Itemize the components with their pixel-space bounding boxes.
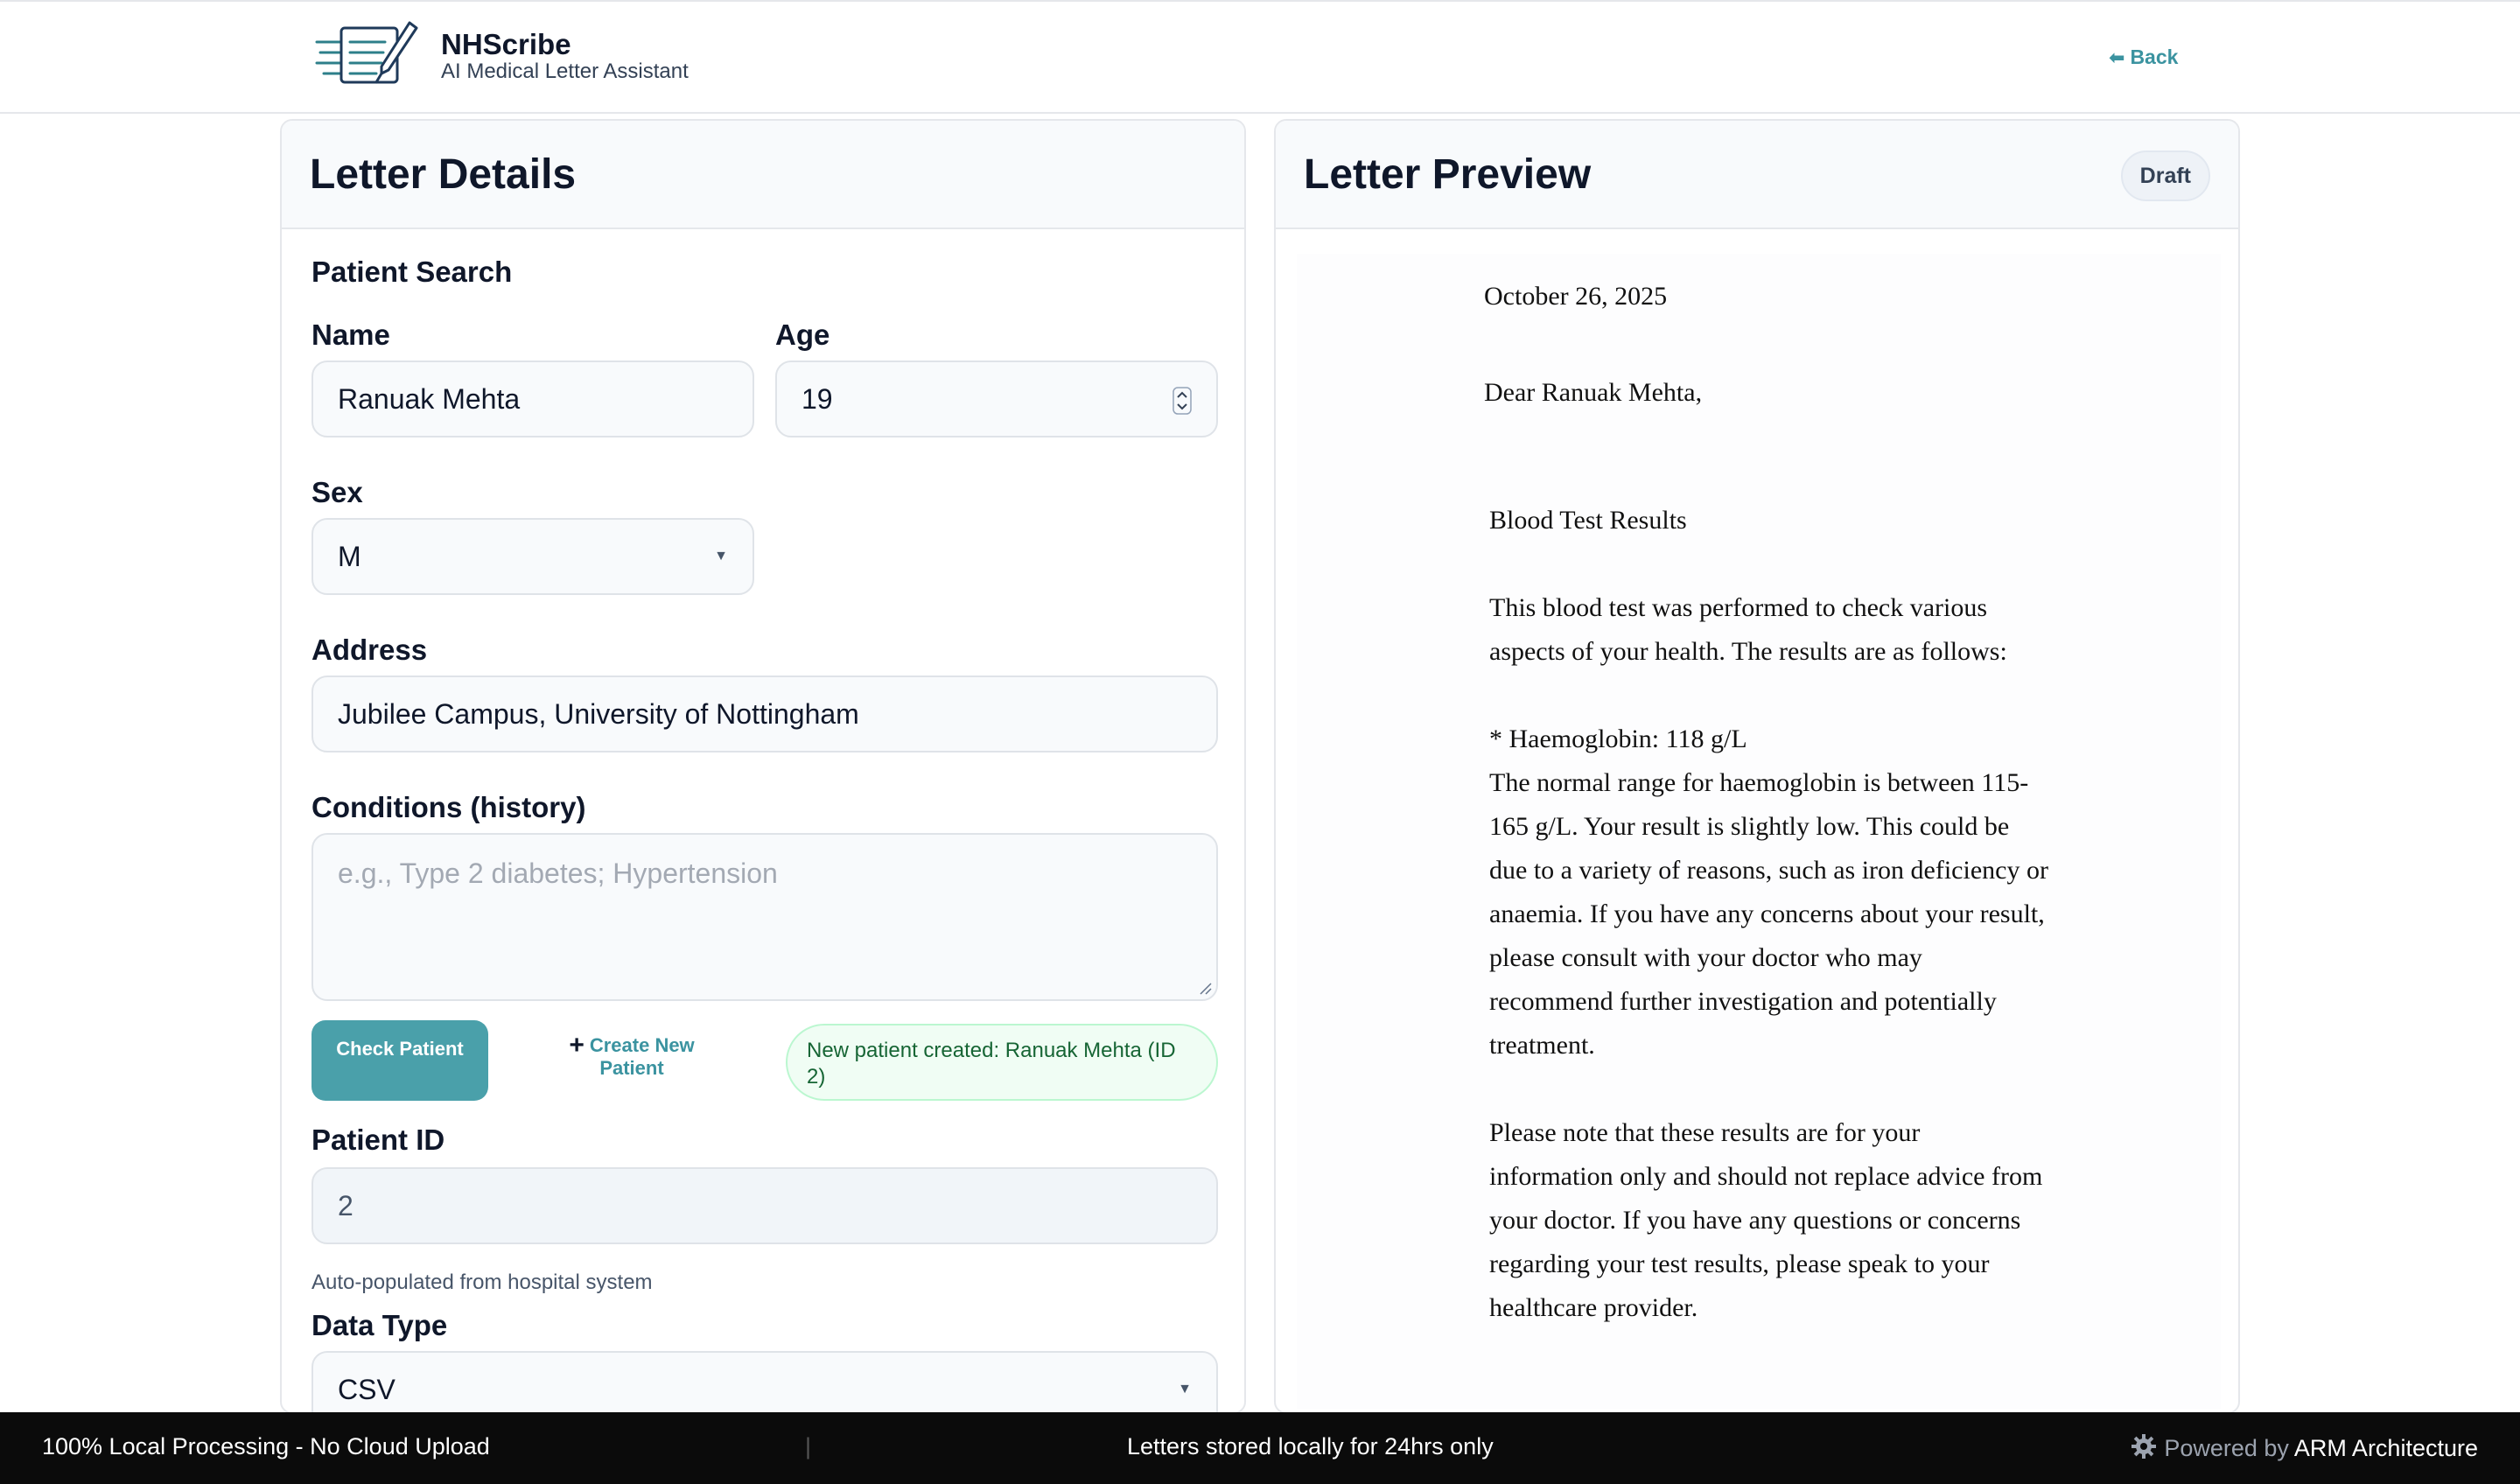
resize-grip-icon[interactable] xyxy=(1199,982,1213,996)
top-bar xyxy=(0,0,2520,114)
sex-select[interactable] xyxy=(312,518,754,595)
patient-id-label: Patient ID xyxy=(312,1124,445,1156)
patient-id-field: 2 xyxy=(312,1167,1218,1244)
footer-powered-by xyxy=(2131,1433,2478,1462)
patient-search-heading: Patient Search xyxy=(312,256,513,288)
chevron-down-icon: ▼ xyxy=(714,549,728,564)
check-patient-button[interactable]: Check Patient xyxy=(312,1020,488,1101)
age-input[interactable] xyxy=(775,360,1218,438)
age-value: 19 xyxy=(802,383,833,415)
footer-storage-note: Letters stored locally for 24hrs only xyxy=(1127,1433,1494,1460)
letter-result-line: * Haemoglobin: 118 g/L xyxy=(1489,724,1747,753)
letter-date: October 26, 2025 xyxy=(1484,282,1668,311)
patient-id-hint: Auto-populated from hospital system xyxy=(312,1270,653,1294)
back-link[interactable] xyxy=(2109,46,2178,69)
letter-salutation: Dear Ranuak Mehta, xyxy=(1484,378,1703,407)
status-message: New patient created: Ranuak Mehta (ID 2) xyxy=(786,1024,1218,1101)
letter-result-detail: The normal range for haemoglobin is between 115-165 g/L. Your result is slightly low. This could be due to a variety of reasons, such as iron deficiency or anaemia. If you have any concerns about your result, please consult with your doctor who may recommend further investigation and potentially treatment. xyxy=(1489,768,2048,1060)
gear-icon xyxy=(2131,1433,2157,1460)
letter-details-panel xyxy=(280,119,1246,1414)
name-label: Name xyxy=(312,318,390,351)
panel-header xyxy=(282,121,1244,229)
address-input[interactable]: Jubilee Campus, University of Nottingham xyxy=(312,676,1218,752)
name-input[interactable]: Ranuak Mehta xyxy=(312,360,754,438)
footer-bar xyxy=(0,1412,2520,1484)
arrow-left-icon: ⬅ xyxy=(2109,46,2125,68)
chevron-down-icon: ▼ xyxy=(1178,1382,1192,1396)
sex-label: Sex xyxy=(312,476,363,508)
data-type-label: Data Type xyxy=(312,1309,448,1341)
spinner-arrows-icon[interactable] xyxy=(1172,387,1192,415)
conditions-label: Conditions (history) xyxy=(312,791,586,823)
footer-local-processing: 100% Local Processing - No Cloud Upload xyxy=(42,1433,490,1460)
create-new-patient-button[interactable] xyxy=(544,1022,719,1101)
data-type-value: CSV xyxy=(338,1374,396,1405)
age-label: Age xyxy=(775,318,830,351)
letter-document xyxy=(1297,254,2221,1409)
panel-header xyxy=(1276,121,2238,229)
powered-name: ARM Architecture xyxy=(2293,1435,2478,1461)
panel-title: Letter Preview xyxy=(1304,151,1592,198)
panel-title: Letter Details xyxy=(310,151,577,198)
data-type-select[interactable] xyxy=(312,1351,1218,1414)
letter-disclaimer: Please note that these results are for your information only and should not replace advice from your doctor. If you have any questions or concerns regarding your test results, please speak to your healthcare provider. xyxy=(1489,1118,2043,1322)
status-badge: Draft xyxy=(2121,150,2210,201)
powered-prefix: Powered by xyxy=(2164,1435,2289,1461)
letter-preview-panel xyxy=(1274,119,2240,1414)
back-label: Back xyxy=(2130,46,2179,68)
notepad-pen-icon xyxy=(315,19,420,86)
footer-separator: | xyxy=(805,1433,812,1460)
sex-value: M xyxy=(338,541,361,572)
brand-subtitle: AI Medical Letter Assistant xyxy=(441,60,689,83)
letter-subject: Blood Test Results xyxy=(1489,506,1687,535)
plus-icon: + xyxy=(569,1031,584,1060)
address-label: Address xyxy=(312,634,428,666)
letter-intro: This blood test was performed to check various aspects of your health. The results are as follows: xyxy=(1489,593,2007,666)
conditions-textarea[interactable] xyxy=(312,833,1218,1001)
brand-title: NHScribe xyxy=(441,28,571,60)
create-patient-label: Create New Patient xyxy=(589,1034,695,1079)
conditions-placeholder: e.g., Type 2 diabetes; Hypertension xyxy=(338,858,778,889)
